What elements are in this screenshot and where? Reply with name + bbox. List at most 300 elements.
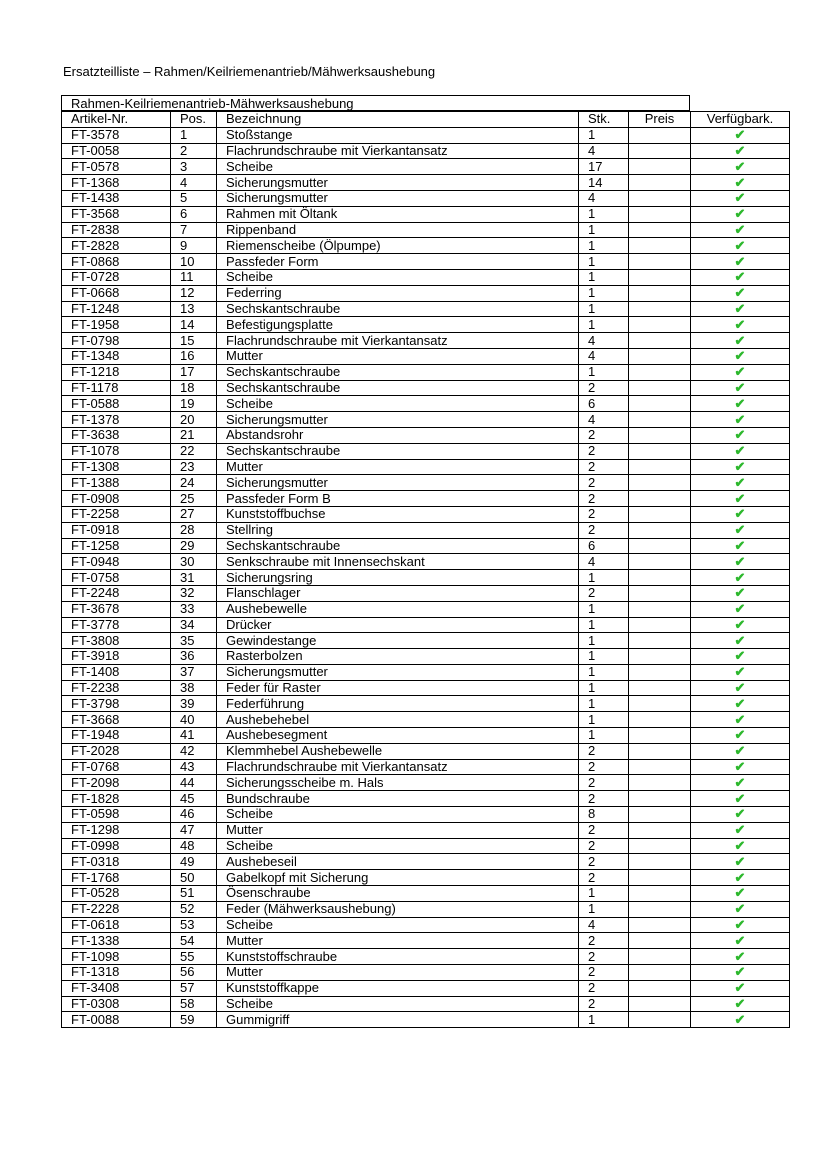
table-row: [62, 412, 790, 428]
position-cell: 14: [171, 317, 217, 333]
description-cell: Scheibe: [217, 159, 579, 175]
price-cell: [629, 680, 691, 696]
table-row: [62, 680, 790, 696]
description-cell: Kunststoffschraube: [217, 949, 579, 965]
price-cell: [629, 775, 691, 791]
price-cell: [629, 333, 691, 349]
availability-check-icon: ✔: [691, 412, 790, 428]
table-row: [62, 285, 790, 301]
quantity-cell: 2: [579, 443, 629, 459]
price-cell: [629, 348, 691, 364]
availability-check-icon: ✔: [691, 254, 790, 270]
position-cell: 46: [171, 807, 217, 823]
price-cell: [629, 459, 691, 475]
position-cell: 41: [171, 728, 217, 744]
table-row: [62, 664, 790, 680]
position-cell: 29: [171, 538, 217, 554]
quantity-cell: 2: [579, 965, 629, 981]
table-row: [62, 127, 790, 143]
article-number-cell: FT-2238: [62, 680, 171, 696]
quantity-cell: 1: [579, 317, 629, 333]
availability-check-icon: ✔: [691, 617, 790, 633]
position-cell: 49: [171, 854, 217, 870]
quantity-cell: 2: [579, 459, 629, 475]
quantity-cell: 4: [579, 348, 629, 364]
article-number-cell: FT-0618: [62, 917, 171, 933]
table-row: [62, 570, 790, 586]
price-cell: [629, 538, 691, 554]
price-cell: [629, 285, 691, 301]
description-cell: Mutter: [217, 822, 579, 838]
description-cell: Rasterbolzen: [217, 649, 579, 665]
table-row: [62, 317, 790, 333]
table-row: [62, 254, 790, 270]
table-row: [62, 396, 790, 412]
price-cell: [629, 965, 691, 981]
description-cell: Rippenband: [217, 222, 579, 238]
article-number-cell: FT-1248: [62, 301, 171, 317]
availability-check-icon: ✔: [691, 538, 790, 554]
description-cell: Ösenschraube: [217, 886, 579, 902]
table-row: [62, 175, 790, 191]
availability-check-icon: ✔: [691, 427, 790, 443]
quantity-cell: 1: [579, 886, 629, 902]
availability-check-icon: ✔: [691, 901, 790, 917]
table-row: [62, 807, 790, 823]
availability-check-icon: ✔: [691, 238, 790, 254]
price-cell: [629, 649, 691, 665]
availability-check-icon: ✔: [691, 159, 790, 175]
article-number-cell: FT-1178: [62, 380, 171, 396]
article-number-cell: FT-0908: [62, 491, 171, 507]
quantity-cell: 1: [579, 127, 629, 143]
price-cell: [629, 159, 691, 175]
position-cell: 13: [171, 301, 217, 317]
price-cell: [629, 933, 691, 949]
quantity-cell: 2: [579, 585, 629, 601]
table-row: [62, 238, 790, 254]
table-row: [62, 775, 790, 791]
description-cell: Stoßstange: [217, 127, 579, 143]
description-cell: Mutter: [217, 459, 579, 475]
description-cell: Passfeder Form: [217, 254, 579, 270]
description-cell: Bundschraube: [217, 791, 579, 807]
quantity-cell: 8: [579, 807, 629, 823]
position-cell: 16: [171, 348, 217, 364]
table-row: [62, 585, 790, 601]
availability-check-icon: ✔: [691, 712, 790, 728]
quantity-cell: 6: [579, 396, 629, 412]
article-number-cell: FT-0798: [62, 333, 171, 349]
description-cell: Aushebeseil: [217, 854, 579, 870]
position-cell: 38: [171, 680, 217, 696]
position-cell: 53: [171, 917, 217, 933]
price-cell: [629, 728, 691, 744]
position-cell: 39: [171, 696, 217, 712]
article-number-cell: FT-1948: [62, 728, 171, 744]
description-cell: Sicherungsmutter: [217, 412, 579, 428]
article-number-cell: FT-3798: [62, 696, 171, 712]
article-number-cell: FT-1958: [62, 317, 171, 333]
availability-check-icon: ✔: [691, 728, 790, 744]
availability-check-icon: ✔: [691, 743, 790, 759]
article-number-cell: FT-0088: [62, 1012, 171, 1028]
article-number-cell: FT-0058: [62, 143, 171, 159]
table-row: [62, 617, 790, 633]
column-header-availability: Verfügbark.: [691, 112, 790, 128]
table-row: [62, 601, 790, 617]
article-number-cell: FT-0578: [62, 159, 171, 175]
position-cell: 30: [171, 554, 217, 570]
availability-check-icon: ✔: [691, 570, 790, 586]
availability-check-icon: ✔: [691, 585, 790, 601]
table-row: [62, 980, 790, 996]
description-cell: Feder (Mähwerksaushebung): [217, 901, 579, 917]
position-cell: 11: [171, 269, 217, 285]
position-cell: 44: [171, 775, 217, 791]
table-header-row: [62, 112, 790, 128]
description-cell: Mutter: [217, 933, 579, 949]
quantity-cell: 2: [579, 775, 629, 791]
description-cell: Sechskantschraube: [217, 380, 579, 396]
quantity-cell: 1: [579, 901, 629, 917]
price-cell: [629, 664, 691, 680]
position-cell: 58: [171, 996, 217, 1012]
position-cell: 7: [171, 222, 217, 238]
table-row: [62, 696, 790, 712]
availability-check-icon: ✔: [691, 601, 790, 617]
price-cell: [629, 870, 691, 886]
table-row: [62, 854, 790, 870]
description-cell: Sicherungsmutter: [217, 475, 579, 491]
description-cell: Sicherungsmutter: [217, 190, 579, 206]
quantity-cell: 4: [579, 333, 629, 349]
price-cell: [629, 917, 691, 933]
position-cell: 4: [171, 175, 217, 191]
article-number-cell: FT-3638: [62, 427, 171, 443]
position-cell: 32: [171, 585, 217, 601]
position-cell: 23: [171, 459, 217, 475]
position-cell: 12: [171, 285, 217, 301]
availability-check-icon: ✔: [691, 822, 790, 838]
position-cell: 55: [171, 949, 217, 965]
position-cell: 45: [171, 791, 217, 807]
article-number-cell: FT-0598: [62, 807, 171, 823]
description-cell: Gummigriff: [217, 1012, 579, 1028]
quantity-cell: 2: [579, 870, 629, 886]
table-row: [62, 870, 790, 886]
description-cell: Aushebewelle: [217, 601, 579, 617]
description-cell: Sicherungsmutter: [217, 664, 579, 680]
quantity-cell: 1: [579, 1012, 629, 1028]
description-cell: Gewindestange: [217, 633, 579, 649]
availability-check-icon: ✔: [691, 506, 790, 522]
price-cell: [629, 412, 691, 428]
position-cell: 42: [171, 743, 217, 759]
position-cell: 25: [171, 491, 217, 507]
position-cell: 17: [171, 364, 217, 380]
quantity-cell: 2: [579, 949, 629, 965]
position-cell: 27: [171, 506, 217, 522]
article-number-cell: FT-1098: [62, 949, 171, 965]
table-row: [62, 917, 790, 933]
description-cell: Stellring: [217, 522, 579, 538]
description-cell: Klemmhebel Aushebewelle: [217, 743, 579, 759]
article-number-cell: FT-0758: [62, 570, 171, 586]
price-cell: [629, 696, 691, 712]
table-row: [62, 190, 790, 206]
quantity-cell: 2: [579, 743, 629, 759]
column-header-position: Pos.: [171, 112, 217, 128]
article-number-cell: FT-3578: [62, 127, 171, 143]
description-cell: Sechskantschraube: [217, 443, 579, 459]
table-row: [62, 506, 790, 522]
price-cell: [629, 364, 691, 380]
description-cell: Aushebehebel: [217, 712, 579, 728]
table-row: [62, 743, 790, 759]
price-cell: [629, 238, 691, 254]
position-cell: 18: [171, 380, 217, 396]
description-cell: Sicherungsring: [217, 570, 579, 586]
position-cell: 6: [171, 206, 217, 222]
table-row: [62, 269, 790, 285]
price-cell: [629, 175, 691, 191]
column-header-description: Bezeichnung: [217, 112, 579, 128]
price-cell: [629, 886, 691, 902]
quantity-cell: 6: [579, 538, 629, 554]
availability-check-icon: ✔: [691, 870, 790, 886]
table-row: [62, 380, 790, 396]
quantity-cell: 1: [579, 696, 629, 712]
position-cell: 5: [171, 190, 217, 206]
description-cell: Flachrundschraube mit Vierkantansatz: [217, 333, 579, 349]
quantity-cell: 2: [579, 475, 629, 491]
quantity-cell: 2: [579, 791, 629, 807]
price-cell: [629, 206, 691, 222]
table-row: [62, 475, 790, 491]
position-cell: 36: [171, 649, 217, 665]
description-cell: Riemenscheibe (Ölpumpe): [217, 238, 579, 254]
price-cell: [629, 475, 691, 491]
price-cell: [629, 269, 691, 285]
quantity-cell: 2: [579, 427, 629, 443]
article-number-cell: FT-0588: [62, 396, 171, 412]
section-header: Rahmen-Keilriemenantrieb-Mähwerksaushebung: [61, 95, 690, 111]
position-cell: 22: [171, 443, 217, 459]
position-cell: 51: [171, 886, 217, 902]
quantity-cell: 1: [579, 206, 629, 222]
description-cell: Drücker: [217, 617, 579, 633]
description-cell: Flachrundschraube mit Vierkantansatz: [217, 759, 579, 775]
table-row: [62, 459, 790, 475]
price-cell: [629, 127, 691, 143]
article-number-cell: FT-2098: [62, 775, 171, 791]
availability-check-icon: ✔: [691, 317, 790, 333]
table-row: [62, 143, 790, 159]
quantity-cell: 2: [579, 933, 629, 949]
quantity-cell: 1: [579, 254, 629, 270]
availability-check-icon: ✔: [691, 554, 790, 570]
availability-check-icon: ✔: [691, 301, 790, 317]
article-number-cell: FT-0998: [62, 838, 171, 854]
position-cell: 48: [171, 838, 217, 854]
article-number-cell: FT-1388: [62, 475, 171, 491]
availability-check-icon: ✔: [691, 649, 790, 665]
availability-check-icon: ✔: [691, 807, 790, 823]
quantity-cell: 1: [579, 238, 629, 254]
availability-check-icon: ✔: [691, 1012, 790, 1028]
availability-check-icon: ✔: [691, 348, 790, 364]
table-row: [62, 538, 790, 554]
quantity-cell: 4: [579, 190, 629, 206]
position-cell: 10: [171, 254, 217, 270]
article-number-cell: FT-1438: [62, 190, 171, 206]
quantity-cell: 4: [579, 917, 629, 933]
price-cell: [629, 585, 691, 601]
table-row: [62, 522, 790, 538]
table-row: [62, 649, 790, 665]
availability-check-icon: ✔: [691, 175, 790, 191]
price-cell: [629, 901, 691, 917]
availability-check-icon: ✔: [691, 285, 790, 301]
table-row: [62, 886, 790, 902]
table-row: [62, 333, 790, 349]
price-cell: [629, 491, 691, 507]
price-cell: [629, 222, 691, 238]
description-cell: Federführung: [217, 696, 579, 712]
quantity-cell: 1: [579, 617, 629, 633]
description-cell: Feder für Raster: [217, 680, 579, 696]
description-cell: Sechskantschraube: [217, 538, 579, 554]
description-cell: Gabelkopf mit Sicherung: [217, 870, 579, 886]
description-cell: Abstandsrohr: [217, 427, 579, 443]
price-cell: [629, 506, 691, 522]
article-number-cell: FT-3568: [62, 206, 171, 222]
availability-check-icon: ✔: [691, 696, 790, 712]
quantity-cell: 1: [579, 601, 629, 617]
position-cell: 20: [171, 412, 217, 428]
availability-check-icon: ✔: [691, 775, 790, 791]
article-number-cell: FT-0948: [62, 554, 171, 570]
availability-check-icon: ✔: [691, 127, 790, 143]
position-cell: 57: [171, 980, 217, 996]
position-cell: 31: [171, 570, 217, 586]
article-number-cell: FT-0728: [62, 269, 171, 285]
price-cell: [629, 743, 691, 759]
article-number-cell: FT-0768: [62, 759, 171, 775]
description-cell: Mutter: [217, 348, 579, 364]
description-cell: Sechskantschraube: [217, 301, 579, 317]
article-number-cell: FT-1078: [62, 443, 171, 459]
position-cell: 56: [171, 965, 217, 981]
table-row: [62, 222, 790, 238]
description-cell: Scheibe: [217, 917, 579, 933]
column-header-price: Preis: [629, 112, 691, 128]
price-cell: [629, 1012, 691, 1028]
position-cell: 3: [171, 159, 217, 175]
article-number-cell: FT-0918: [62, 522, 171, 538]
article-number-cell: FT-3918: [62, 649, 171, 665]
table-row: [62, 996, 790, 1012]
table-row: [62, 838, 790, 854]
price-cell: [629, 427, 691, 443]
article-number-cell: FT-3678: [62, 601, 171, 617]
quantity-cell: 1: [579, 301, 629, 317]
quantity-cell: 2: [579, 380, 629, 396]
position-cell: 50: [171, 870, 217, 886]
availability-check-icon: ✔: [691, 190, 790, 206]
article-number-cell: FT-0318: [62, 854, 171, 870]
description-cell: Flachrundschraube mit Vierkantansatz: [217, 143, 579, 159]
quantity-cell: 2: [579, 996, 629, 1012]
availability-check-icon: ✔: [691, 933, 790, 949]
description-cell: Senkschraube mit Innensechskant: [217, 554, 579, 570]
position-cell: 33: [171, 601, 217, 617]
quantity-cell: 4: [579, 412, 629, 428]
table-row: [62, 491, 790, 507]
price-cell: [629, 633, 691, 649]
article-number-cell: FT-1408: [62, 664, 171, 680]
table-row: [62, 301, 790, 317]
article-number-cell: FT-2258: [62, 506, 171, 522]
quantity-cell: 1: [579, 633, 629, 649]
availability-check-icon: ✔: [691, 522, 790, 538]
table-row: [62, 554, 790, 570]
position-cell: 35: [171, 633, 217, 649]
price-cell: [629, 854, 691, 870]
article-number-cell: FT-2028: [62, 743, 171, 759]
article-number-cell: FT-1348: [62, 348, 171, 364]
description-cell: Sechskantschraube: [217, 364, 579, 380]
quantity-cell: 2: [579, 854, 629, 870]
position-cell: 21: [171, 427, 217, 443]
description-cell: Sicherungsscheibe m. Hals: [217, 775, 579, 791]
quantity-cell: 1: [579, 728, 629, 744]
article-number-cell: FT-1298: [62, 822, 171, 838]
description-cell: Scheibe: [217, 396, 579, 412]
table-row: [62, 364, 790, 380]
description-cell: Scheibe: [217, 269, 579, 285]
description-cell: Kunststoffkappe: [217, 980, 579, 996]
article-number-cell: FT-1258: [62, 538, 171, 554]
price-cell: [629, 712, 691, 728]
article-number-cell: FT-1828: [62, 791, 171, 807]
availability-check-icon: ✔: [691, 206, 790, 222]
price-cell: [629, 522, 691, 538]
article-number-cell: FT-1768: [62, 870, 171, 886]
table-row: [62, 348, 790, 364]
description-cell: Mutter: [217, 965, 579, 981]
article-number-cell: FT-3808: [62, 633, 171, 649]
article-number-cell: FT-2228: [62, 901, 171, 917]
table-row: [62, 822, 790, 838]
price-cell: [629, 396, 691, 412]
description-cell: Scheibe: [217, 838, 579, 854]
availability-check-icon: ✔: [691, 491, 790, 507]
price-cell: [629, 807, 691, 823]
availability-check-icon: ✔: [691, 364, 790, 380]
description-cell: Scheibe: [217, 996, 579, 1012]
quantity-cell: 4: [579, 143, 629, 159]
position-cell: 52: [171, 901, 217, 917]
position-cell: 37: [171, 664, 217, 680]
quantity-cell: 1: [579, 570, 629, 586]
article-number-cell: FT-2838: [62, 222, 171, 238]
column-header-quantity: Stk.: [579, 112, 629, 128]
availability-check-icon: ✔: [691, 759, 790, 775]
table-row: [62, 712, 790, 728]
description-cell: Sicherungsmutter: [217, 175, 579, 191]
